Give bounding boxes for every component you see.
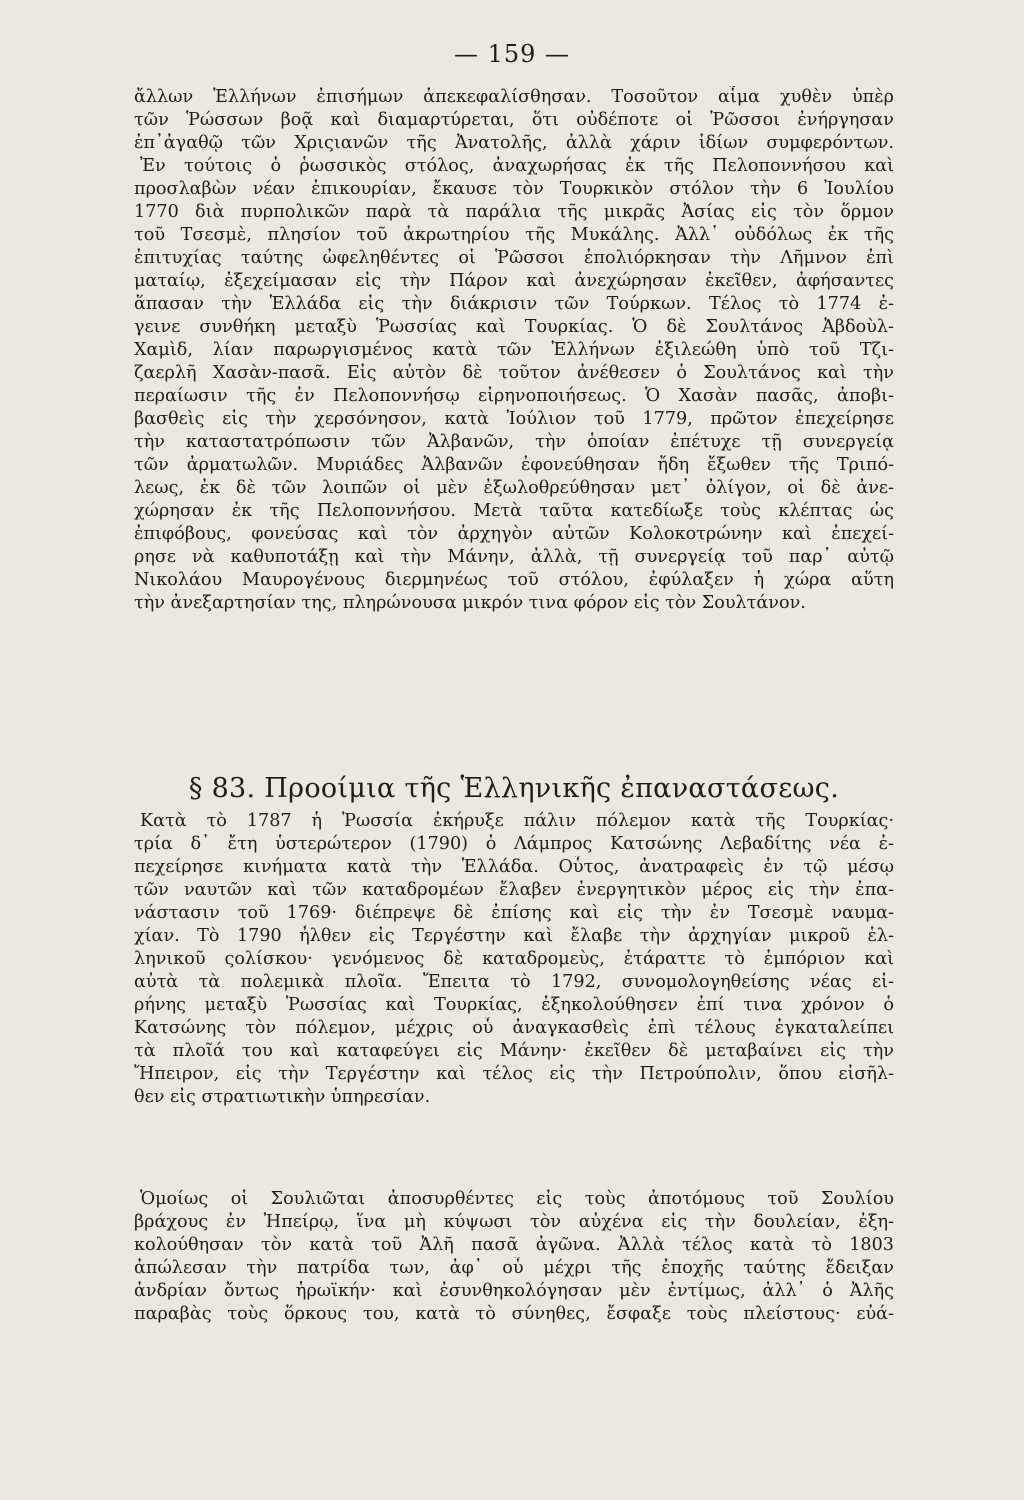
paragraph-souliotes: [134, 1188, 894, 1326]
text-line: λεως, ἐκ δὲ τῶν λοιπῶν οἱ μὲν ἐξωλοθρεύθησαν μετ᾽ ὀλίγον, οἱ δὲ ἀνε-: [134, 478, 894, 498]
text-line: πεχείρησε κινήματα κατὰ τὴν Ἑλλάδα. Οὗτος, ἀνατραφεὶς ἐν τῷ μέσῳ: [134, 857, 894, 877]
section-heading: § 83. Προοίμια τῆς Ἑλληνικῆς ἐπαναστάσεως.: [188, 773, 840, 804]
text-line: ρησε νὰ καθυποτάξῃ καὶ τὴν Μάνην, ἀλλὰ, τῇ συνεργείᾳ τοῦ παρ᾽ αὐτῷ: [134, 547, 894, 567]
text-line: ρήνης μεταξὺ Ῥωσσίας καὶ Τουρκίας, ἐξηκολούθησεν ἐπί τινα χρόνον ὁ: [134, 995, 894, 1015]
text-line: τῶν ἀρματωλῶν. Μυριάδες Ἀλβανῶν ἐφονεύθησαν ἤδη ἔξωθεν τῆς Τριπό-: [134, 455, 894, 475]
text-line: κολούθησαν τὸν κατὰ τοῦ Ἀλῆ πασᾶ ἀγῶνα. Ἀλλὰ τέλος κατὰ τὸ 1803: [134, 1235, 894, 1255]
text-line: ματαίῳ, ἐξεχείμασαν εἰς τὴν Πάρον καὶ ἀνεχώρησαν ἐκεῖθεν, ἀφήσαντες: [134, 271, 894, 291]
text-line: χίαν. Τὸ 1790 ἦλθεν εἰς Τεργέστην καὶ ἔλαβε τὴν ἀρχηγίαν μικροῦ ἑλ-: [134, 926, 894, 946]
text-line: προσλαβὼν νέαν ἐπικουρίαν, ἔκαυσε τὸν Τουρκικὸν στόλον τὴν 6 Ἰουλίου: [134, 179, 894, 199]
text-line: ἐπ᾽ἀγαθῷ τῶν Χριςιανῶν τῆς Ἀνατολῆς, ἀλλὰ χάριν ἰδίων συμφερόντων.: [134, 133, 894, 153]
text-line: χώρησαν ἐκ τῆς Πελοποννήσου. Μετὰ ταῦτα κατεδίωξε τοὺς κλέπτας ὡς: [134, 501, 894, 521]
text-line: ἐπιφόβους, φονεύσας καὶ τὸν ἀρχηγὸν αὐτῶν Κολοκοτρώνην καὶ ἐπεχεί-: [134, 524, 894, 544]
text-line: τῶν ναυτῶν καὶ τῶν καταδρομέων ἔλαβεν ἐνεργητικὸν μέρος εἰς τὴν ἐπα-: [134, 880, 894, 900]
text-line: Ἐν τούτοις ὁ ῥωσσικὸς στόλος, ἀναχωρήσας ἐκ τῆς Πελοποννήσου καὶ: [140, 156, 894, 176]
text-line: ἄλλων Ἑλλήνων ἐπισήμων ἀπεκεφαλίσθησαν. Τοσοῦτον αἷμα χυθὲν ὑπὲρ: [134, 87, 894, 107]
text-line: βράχους ἐν Ἠπείρῳ, ἵνα μὴ κύψωσι τὸν αὐχένα εἰς τὴν δουλείαν, ἐξη-: [134, 1212, 894, 1232]
text-line: Κατὰ τὸ 1787 ἡ Ῥωσσία ἐκήρυξε πάλιν πόλεμον κατὰ τῆς Τουρκίας·: [140, 811, 894, 831]
text-line: Κατσώνης τὸν πόλεμον, μέχρις οὗ ἀναγκασθεὶς ἐπὶ τέλους ἐγκαταλείπει: [134, 1018, 894, 1038]
text-line: 1770 διὰ πυρπολικῶν παρὰ τὰ παράλια τῆς μικρᾶς Ἀσίας εἰς τὸν ὅρμον: [134, 202, 894, 222]
text-line: περαίωσιν τῆς ἐν Πελοποννήσῳ εἰρηνοποιήσεως. Ὁ Χασὰν πασᾶς, ἀποβι-: [134, 386, 894, 406]
text-line: τὴν καταστατρόπωσιν τῶν Ἀλβανῶν, τὴν ὁποίαν ἐπέτυχε τῇ συνεργείᾳ: [134, 432, 894, 452]
paragraph-continuation: [134, 86, 894, 615]
text-line: ἐπιτυχίας ταύτης ὠφεληθέντες οἱ Ῥῶσσοι ἐπολιόρκησαν τὴν Λῆμνον ἐπὶ: [134, 248, 894, 268]
text-line: τὰ πλοῖά του καὶ καταφεύγει εἰς Μάνην· ἐκεῖθεν δὲ μεταβαίνει εἰς τὴν: [134, 1041, 894, 1061]
text-line: αὐτὰ τὰ πολεμικὰ πλοῖα. Ἔπειτα τὸ 1792, συνομολογηθείσης νέας εἰ-: [134, 972, 894, 992]
text-line: Χαμὶδ, λίαν παρωργισμένος κατὰ τῶν Ἑλλήνων ἐξιλεώθη ὑπὸ τοῦ Τζι-: [134, 340, 894, 360]
text-line: ἀνδρίαν ὄντως ἡρωϊκήν· καὶ ἐσυνθηκολόγησαν μὲν ἐντίμως, ἀλλ᾽ ὁ Ἀλῆς: [134, 1281, 894, 1301]
text-line: τὴν ἀνεξαρτησίαν της, πληρώνουσα μικρόν τινα φόρον εἰς τὸν Σουλτάνον.: [134, 593, 806, 613]
text-line: τοῦ Τσεσμὲ, πλησίον τοῦ ἀκρωτηρίου τῆς Μυκάλης. Ἀλλ᾽ οὐδόλως ἐκ τῆς: [134, 225, 894, 245]
text-line: Ὁμοίως οἱ Σουλιῶται ἀποσυρθέντες εἰς τοὺς ἀποτόμους τοῦ Σουλίου: [140, 1189, 894, 1209]
text-line: νάστασιν τοῦ 1769· διέπρεψε δὲ ἐπίσης καὶ εἰς τὴν ἐν Τσεσμὲ ναυμα-: [134, 903, 894, 923]
paragraph-katsonis: [134, 810, 894, 1109]
text-line: βασθεὶς εἰς τὴν χερσόνησον, κατὰ Ἰούλιον τοῦ 1779, πρῶτον ἐπεχείρησε: [134, 409, 894, 429]
text-line: Νικολάου Μαυρογένους διερμηνέως τοῦ στόλου, ἐφύλαξεν ἡ χώρα αὕτη: [134, 570, 894, 590]
text-line: Ἤπειρον, εἰς τὴν Τεργέστην καὶ τέλος εἰς τὴν Πετρούπολιν, ὅπου εἰσῆλ-: [134, 1064, 894, 1084]
text-line: τρία δ᾽ ἔτη ὑστερώτερον (1790) ὁ Λάμπρος Κατσώνης Λεβαδίτης νέα ἐ-: [134, 834, 894, 854]
text-line: ἀπώλεσαν τὴν πατρίδα των, ἀφ᾽ οὗ μέχρι τῆς ἐποχῆς ταύτης ἔδειξαν: [134, 1258, 894, 1278]
text-line: ληνικοῦ ςολίσκου· γενόμενος δὲ καταδρομεὺς, ἐτάραττε τὸ ἐμπόριον καὶ: [134, 949, 894, 969]
text-line: ἅπασαν τὴν Ἑλλάδα εἰς τὴν διάκρισιν τῶν Τούρκων. Τέλος τὸ 1774 ἐ-: [134, 294, 894, 314]
text-line: τῶν Ῥώσσων βοᾷ καὶ διαμαρτύρεται, ὅτι οὐδέποτε οἱ Ῥῶσσοι ἐνήργησαν: [134, 110, 894, 130]
text-line: ζαερλῆ Χασὰν-πασᾶ. Εἰς αὐτὸν δὲ τοῦτον ἀνέθεσεν ὁ Σουλτάνος καὶ τὴν: [134, 363, 894, 383]
text-line: παραβὰς τοὺς ὅρκους του, κατὰ τὸ σύνηθες, ἔσφαξε τοὺς πλείστους· εὐά-: [134, 1304, 894, 1324]
text-line: γεινε συνθήκη μεταξὺ Ῥωσσίας καὶ Τουρκίας. Ὁ δὲ Σουλτάνος Ἀβδοὺλ-: [134, 317, 894, 337]
page-number: — 159 —: [453, 40, 571, 68]
text-line: θεν εἰς στρατιωτικὴν ὑπηρεσίαν.: [134, 1087, 431, 1107]
